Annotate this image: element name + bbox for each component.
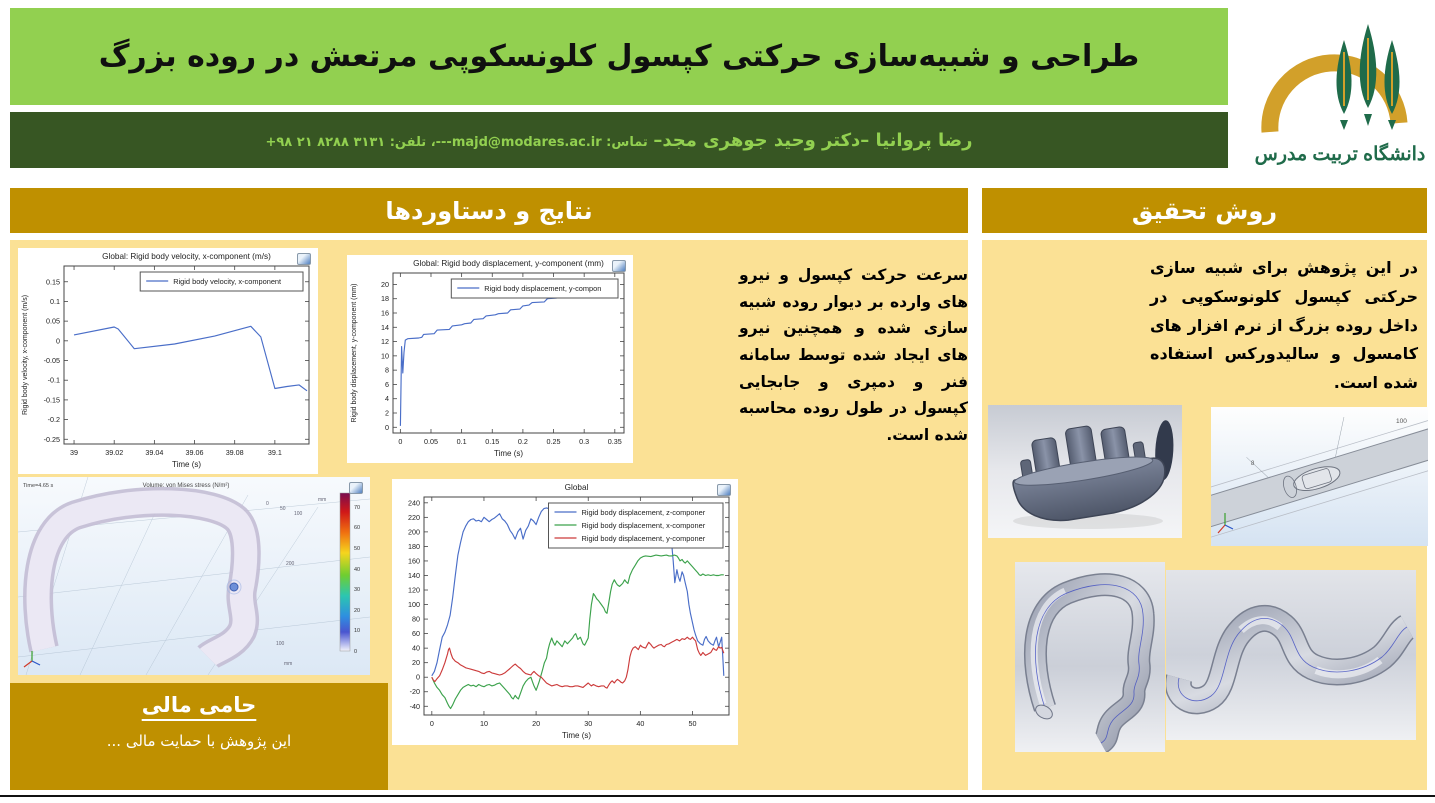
sponsor-text: این پژوهش با حمایت مالی ... [106, 732, 292, 750]
svg-text:39.08: 39.08 [225, 448, 244, 457]
svg-text:0.05: 0.05 [46, 316, 60, 326]
authors-bar [10, 112, 1228, 168]
svg-text:mm: mm [318, 497, 327, 503]
tube-dimension-label: 100 [1396, 418, 1407, 425]
method-section-header [982, 188, 1427, 233]
svg-text:100: 100 [294, 511, 303, 517]
capsule-cad-image [988, 405, 1182, 538]
svg-text:220: 220 [408, 512, 420, 522]
plot-window-icon [612, 260, 626, 272]
svg-text:50: 50 [688, 719, 697, 728]
svg-text:240: 240 [408, 498, 420, 508]
svg-text:0: 0 [354, 649, 358, 655]
color-legend-bar [340, 493, 350, 651]
sponsor-box [10, 683, 388, 790]
svg-text:0.1: 0.1 [50, 296, 60, 306]
svg-text:0.15: 0.15 [485, 437, 500, 446]
svg-text:0: 0 [56, 336, 60, 346]
results-body-text: سرعت حرکت کپسول و نیرو های وارده بر دیوار روده شبیه سازی شده و همچنین نیرو های ایجاد شده توسط سامانه فنر و دمپری و جابجایی کپسول در طول روده محاسبه شده است. [739, 266, 968, 444]
svg-text:39.02: 39.02 [105, 448, 124, 457]
svg-text:-0.05: -0.05 [43, 356, 60, 366]
svg-text:-0.25: -0.25 [43, 434, 60, 444]
svg-text:0: 0 [416, 672, 420, 682]
svg-text:20: 20 [354, 608, 361, 614]
svg-text:0: 0 [429, 719, 434, 728]
svg-text:0: 0 [385, 422, 389, 432]
svg-text:Global: Rigid body displacemen: Global: Rigid body displacement, y-component (mm) [413, 259, 604, 268]
svg-text:10: 10 [354, 628, 361, 634]
plot-window-icon [717, 484, 731, 496]
logo-text: دانشگاه تربیت مدرس [1254, 144, 1426, 165]
results-section-title: نتایج و دستاوردها [385, 196, 593, 225]
svg-text:mm: mm [284, 661, 293, 667]
svg-text:40: 40 [636, 719, 645, 728]
svg-text:Rigid body displacement, z-com: Rigid body displacement, z-componer [581, 508, 706, 517]
svg-text:0.3: 0.3 [579, 437, 590, 446]
svg-text:2: 2 [385, 408, 389, 418]
svg-text:40: 40 [354, 567, 361, 573]
svg-text:50: 50 [280, 506, 286, 512]
svg-text:160: 160 [408, 556, 420, 566]
svg-text:39: 39 [70, 448, 79, 457]
svg-text:Rigid body displacement, y-com: Rigid body displacement, y-compon [484, 284, 602, 293]
svg-text:Global: Rigid body velocity, x: Global: Rigid body velocity, x-component (m/s) [102, 252, 271, 261]
svg-text:Global: Global [564, 483, 589, 492]
poster-title-banner [10, 8, 1228, 105]
sponsor-title: حامی مالی [141, 693, 257, 717]
svg-text:39.1: 39.1 [267, 448, 282, 457]
svg-text:200: 200 [286, 561, 295, 567]
authors-contact: تماس: majd@modares.ac.ir---، تلفن: ۳۱۳۱ ۸۲۸۸ ۲۱ ۹۸+ [265, 134, 648, 150]
svg-text:Rigid body displacement, y-com: Rigid body displacement, y-componer [581, 534, 706, 543]
vonmises-title: Volume: von Mises stress (N/m²) [142, 483, 230, 489]
results-section-header [10, 188, 968, 233]
svg-text:0.25: 0.25 [546, 437, 561, 446]
chart-global-displacements [392, 479, 738, 745]
svg-text:39.04: 39.04 [145, 448, 164, 457]
svg-text:20: 20 [412, 658, 420, 668]
poster-title: طراحی و شبیه‌سازی حرکتی کپسول کلونسکوپی مرتعش در روده بزرگ [98, 39, 1140, 74]
svg-text:-0.2: -0.2 [47, 415, 60, 425]
svg-text:60: 60 [412, 629, 420, 639]
authors-names: رضا پروانیا –دکتر وحید جوهری مجد– [653, 129, 973, 151]
svg-text:200: 200 [408, 527, 420, 537]
colon-cad-image [1015, 562, 1165, 752]
method-section-title: روش تحقیق [1131, 196, 1278, 225]
sigmoid-cad-image [1166, 570, 1416, 740]
authors-line [265, 130, 972, 151]
svg-text:10: 10 [479, 719, 488, 728]
svg-text:180: 180 [408, 541, 420, 551]
svg-text:30: 30 [584, 719, 593, 728]
svg-text:0.2: 0.2 [517, 437, 528, 446]
svg-text:8: 8 [385, 365, 389, 375]
plot-window-icon [349, 482, 363, 494]
svg-text:0.1: 0.1 [456, 437, 467, 446]
svg-text:0: 0 [266, 501, 269, 507]
svg-text:60: 60 [354, 525, 361, 531]
von-mises-stress-plot [18, 477, 370, 675]
plot-window-icon [297, 253, 311, 265]
intestine-tube-cad-image [1211, 407, 1428, 546]
svg-text:Rigid body displacement, x-com: Rigid body displacement, x-componer [581, 521, 706, 530]
svg-text:12: 12 [381, 337, 389, 347]
svg-text:10: 10 [381, 351, 389, 361]
svg-text:Rigid body velocity, x-compone: Rigid body velocity, x-component [173, 277, 282, 286]
svg-text:20: 20 [381, 279, 389, 289]
svg-text:-0.15: -0.15 [43, 395, 60, 405]
vonmises-time-label: Time=4.65 s [23, 483, 54, 489]
svg-text:Rigid body displacement, y-com: Rigid body displacement, y-component (mm) [351, 283, 358, 423]
svg-text:100: 100 [276, 641, 285, 647]
svg-text:Rigid body velocity, x-compone: Rigid body velocity, x-component (m/s) [22, 294, 29, 416]
svg-text:20: 20 [532, 719, 541, 728]
svg-text:-20: -20 [409, 687, 420, 697]
svg-text:70: 70 [354, 505, 361, 511]
method-body-text: در این پژوهش برای شبیه سازی حرکتی کپسول کلونوسکوپی در داخل روده بزرگ از نرم افزار های کامسول و سالیدورکس استفاده شده است. [1150, 258, 1418, 393]
university-logo [1252, 2, 1428, 176]
svg-text:-0.1: -0.1 [47, 375, 60, 385]
chart-rigid-body-velocity-x [18, 248, 318, 474]
logo-arch [1270, 63, 1399, 132]
svg-text:4: 4 [385, 394, 389, 404]
svg-text:Time (s): Time (s) [171, 460, 202, 469]
svg-text:14: 14 [381, 322, 389, 332]
svg-text:39.06: 39.06 [185, 448, 204, 457]
svg-text:-40: -40 [409, 701, 420, 711]
svg-text:0.15: 0.15 [46, 277, 60, 287]
svg-text:40: 40 [412, 643, 420, 653]
svg-text:80: 80 [412, 614, 420, 624]
svg-text:100: 100 [408, 600, 420, 610]
svg-text:120: 120 [408, 585, 420, 595]
svg-text:0.35: 0.35 [607, 437, 622, 446]
svg-text:18: 18 [381, 294, 389, 304]
svg-text:30: 30 [354, 587, 361, 593]
capsule-marker [230, 583, 238, 591]
svg-text:Time (s): Time (s) [561, 731, 592, 740]
svg-text:0.05: 0.05 [423, 437, 438, 446]
footer-divider [0, 795, 1435, 797]
svg-text:0: 0 [398, 437, 403, 446]
tube-dimension-label-2: 8 [1251, 461, 1255, 467]
chart-rigid-body-displacement-y [347, 255, 633, 463]
svg-text:16: 16 [381, 308, 389, 318]
svg-text:Time (s): Time (s) [493, 449, 524, 458]
svg-text:50: 50 [354, 546, 361, 552]
svg-text:140: 140 [408, 570, 420, 580]
svg-text:6: 6 [385, 379, 389, 389]
